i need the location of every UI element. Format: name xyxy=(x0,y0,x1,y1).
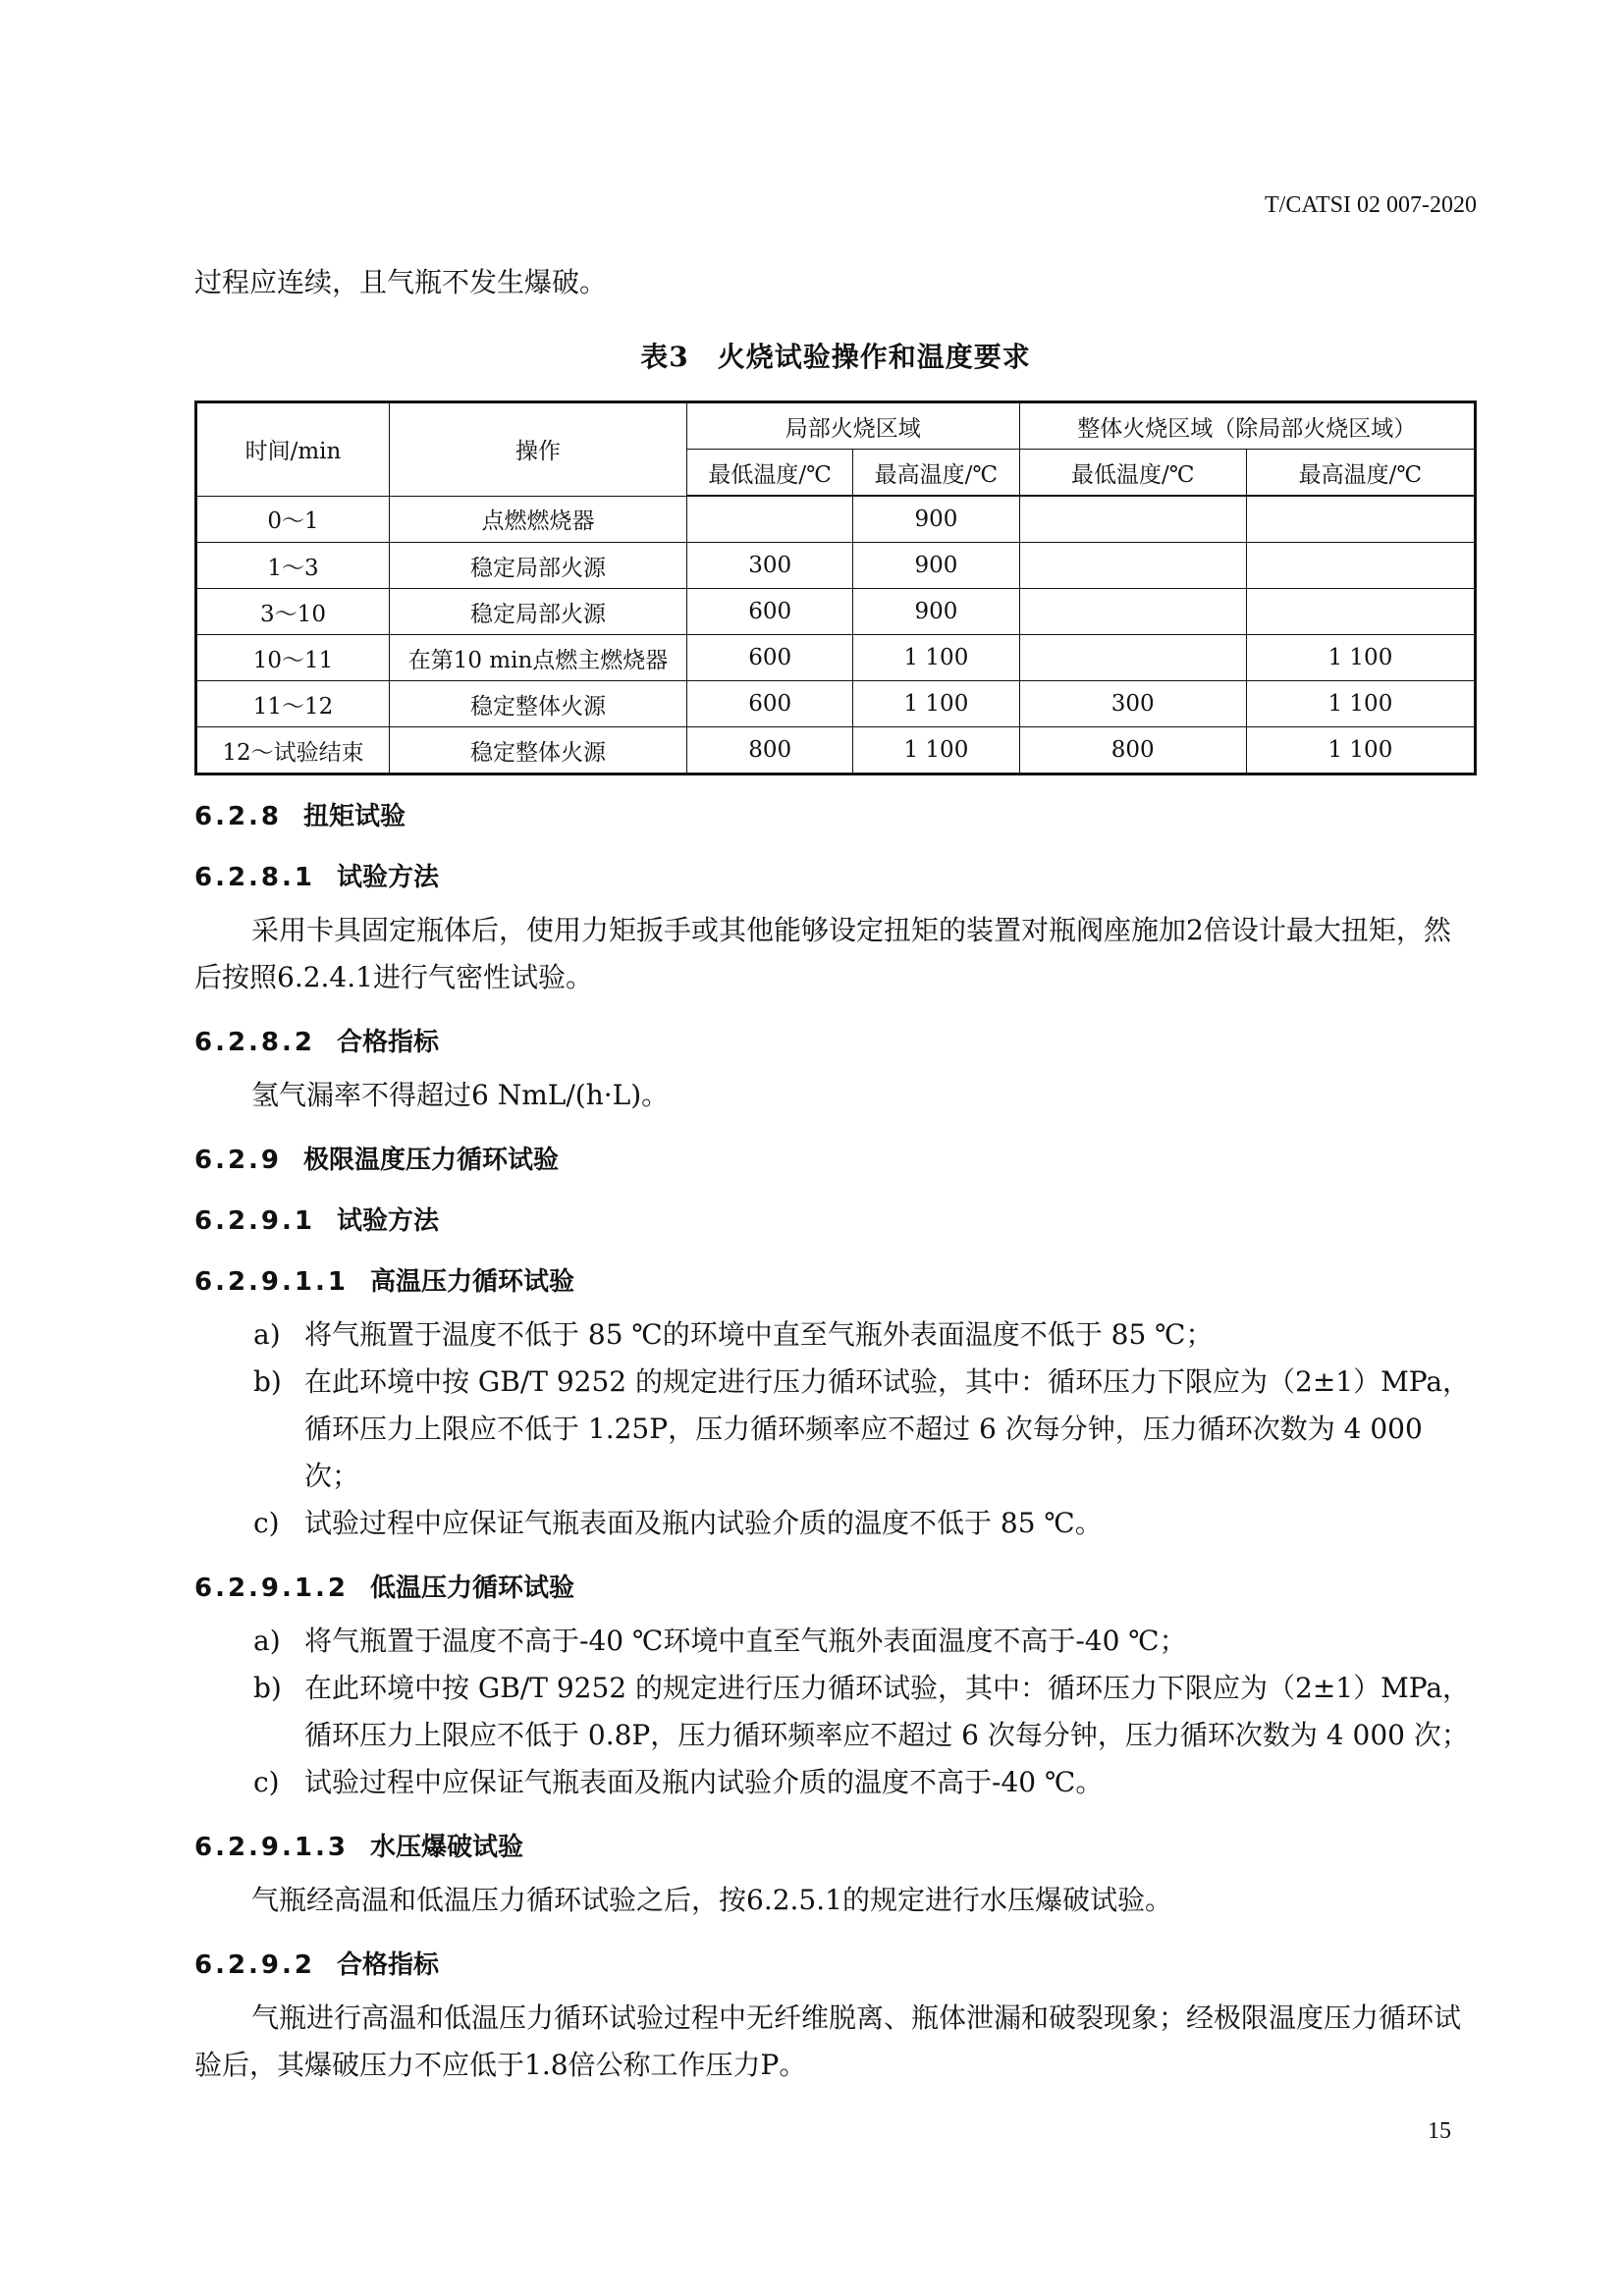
clause-number: 6.2.9.2 xyxy=(194,1950,315,1980)
table-cell: 稳定局部火源 xyxy=(390,589,687,635)
list-marker: a) xyxy=(253,1318,281,1351)
clause-heading-6-2-9-1-3 xyxy=(194,1828,1477,1867)
table-cell: 1 100 xyxy=(853,635,1019,681)
list-item xyxy=(253,1759,1477,1806)
clause-number: 6.2.8.2 xyxy=(194,1028,315,1057)
table-cell: 1 100 xyxy=(853,681,1019,727)
list-item-text: 试验过程中应保证气瓶表面及瓶内试验介质的温度不低于 85 ℃。 xyxy=(304,1507,1103,1539)
list-marker: c) xyxy=(253,1507,280,1539)
table-cell: 稳定局部火源 xyxy=(390,543,687,589)
clause-title: 水压爆破试验 xyxy=(369,1833,523,1862)
fire-test-table xyxy=(194,400,1477,775)
list-item-text: 将气瓶置于温度不低于 85 ℃的环境中直至气瓶外表面温度不低于 85 ℃； xyxy=(304,1318,1214,1351)
table-cell: 在第10 min点燃主燃烧器 xyxy=(390,635,687,681)
table-cell: 稳定整体火源 xyxy=(390,727,687,774)
table-cell: 600 xyxy=(687,681,853,727)
paragraph-6-2-9-1-3: 气瓶经高温和低温压力循环试验之后，按6.2.5.1的规定进行水压爆破试验。 xyxy=(251,1884,1172,1916)
table-cell: 600 xyxy=(687,635,853,681)
table-cell: 1 100 xyxy=(1246,681,1475,727)
page-content xyxy=(194,259,1477,2089)
list-item-text: 在此环境中按 GB/T 9252 的规定进行压力循环试验，其中：循环压力下限应为（2±1）MPa，循环压力上限应不低于 1.25P，压力循环频率应不超过 6 次每分钟，压力循环次数为 4 000 次； xyxy=(304,1365,1471,1492)
col-header-operation: 操作 xyxy=(390,402,687,497)
table-cell: 900 xyxy=(853,589,1019,635)
col-header-local-max: 最高温度/℃ xyxy=(853,450,1019,497)
table-row xyxy=(196,496,1476,543)
standard-code: T/CATSI 02 007-2020 xyxy=(1265,192,1477,218)
clause-title: 合格指标 xyxy=(337,1950,440,1980)
paragraph-6-2-8-2: 氢气漏率不得超过6 NmL/(h·L)。 xyxy=(251,1079,670,1111)
table-cell: 1 100 xyxy=(1246,635,1475,681)
table-cell: 稳定整体火源 xyxy=(390,681,687,727)
clause-number: 6.2.9.1.3 xyxy=(194,1833,349,1862)
table-cell xyxy=(1246,589,1475,635)
table-cell xyxy=(1019,635,1246,681)
page-number: 15 xyxy=(1428,2118,1451,2144)
table-row xyxy=(196,543,1476,589)
table-cell: 300 xyxy=(687,543,853,589)
clause-heading-6-2-9-1-1 xyxy=(194,1262,1477,1302)
table-row xyxy=(196,635,1476,681)
list-item-text: 将气瓶置于温度不高于-40 ℃环境中直至气瓶外表面温度不高于-40 ℃； xyxy=(304,1625,1187,1657)
list-6-2-9-1-2 xyxy=(253,1618,1477,1806)
table-cell: 900 xyxy=(853,543,1019,589)
col-header-overall-max: 最高温度/℃ xyxy=(1246,450,1475,497)
col-group-overall: 整体火烧区域（除局部火烧区域） xyxy=(1019,402,1475,450)
clause-title: 合格指标 xyxy=(337,1028,440,1057)
table-cell: 点燃燃烧器 xyxy=(390,496,687,543)
table-cell: 900 xyxy=(853,496,1019,543)
table-row xyxy=(196,681,1476,727)
col-group-local: 局部火烧区域 xyxy=(687,402,1020,450)
clause-number: 6.2.8.1 xyxy=(194,863,315,892)
list-item-text: 试验过程中应保证气瓶表面及瓶内试验介质的温度不高于-40 ℃。 xyxy=(304,1766,1104,1798)
table-cell xyxy=(1019,496,1246,543)
table-cell xyxy=(1246,496,1475,543)
table-cell xyxy=(1246,543,1475,589)
table-row xyxy=(196,727,1476,774)
paragraph-6-2-8-1: 采用卡具固定瓶体后，使用力矩扳手或其他能够设定扭矩的装置对瓶阀座施加2倍设计最大扭矩，然后按照6.2.4.1进行气密性试验。 xyxy=(194,914,1451,993)
list-6-2-9-1-1 xyxy=(253,1311,1477,1547)
clause-heading-6-2-9-1-2 xyxy=(194,1569,1477,1608)
clause-heading-6-2-8 xyxy=(194,797,1477,836)
clause-heading-6-2-8-2 xyxy=(194,1023,1477,1062)
table-cell: 300 xyxy=(1019,681,1246,727)
table-cell: 800 xyxy=(687,727,853,774)
clause-title: 试验方法 xyxy=(337,1206,440,1236)
table-cell: 11～12 xyxy=(196,681,390,727)
col-header-time: 时间/min xyxy=(196,402,390,497)
table-cell: 1 100 xyxy=(1246,727,1475,774)
clause-heading-6-2-9-2 xyxy=(194,1946,1477,1985)
table-cell xyxy=(1019,589,1246,635)
list-item-text: 在此环境中按 GB/T 9252 的规定进行压力循环试验，其中：循环压力下限应为（2±1）MPa，循环压力上限应不低于 0.8P，压力循环频率应不超过 6 次每分钟，压力循环次数为 4 000 次； xyxy=(304,1672,1471,1751)
table-cell: 3～10 xyxy=(196,589,390,635)
table-cell xyxy=(687,496,853,543)
list-marker: c) xyxy=(253,1766,280,1798)
clause-title: 试验方法 xyxy=(337,863,440,892)
list-item xyxy=(253,1359,1477,1500)
list-item xyxy=(253,1665,1477,1759)
clause-heading-6-2-8-1 xyxy=(194,858,1477,897)
col-header-overall-min: 最低温度/℃ xyxy=(1019,450,1246,497)
table-row xyxy=(196,589,1476,635)
clause-number: 6.2.9.1.1 xyxy=(194,1267,349,1297)
clause-heading-6-2-9 xyxy=(194,1141,1477,1180)
table-cell: 0～1 xyxy=(196,496,390,543)
table-cell: 800 xyxy=(1019,727,1246,774)
clause-number: 6.2.9.1 xyxy=(194,1206,315,1236)
clause-number: 6.2.9.1.2 xyxy=(194,1574,349,1603)
clause-title: 高温压力循环试验 xyxy=(369,1267,574,1297)
list-item xyxy=(253,1618,1477,1665)
table-title: 表3 火烧试验操作和温度要求 xyxy=(640,341,1031,373)
list-marker: a) xyxy=(253,1625,281,1657)
col-header-local-min: 最低温度/℃ xyxy=(687,450,853,497)
list-marker: b) xyxy=(253,1672,282,1704)
intro-text: 过程应连续，且气瓶不发生爆破。 xyxy=(194,266,608,298)
list-marker: b) xyxy=(253,1365,282,1398)
list-item xyxy=(253,1500,1477,1547)
table-cell xyxy=(1019,543,1246,589)
table-cell: 600 xyxy=(687,589,853,635)
table-cell: 1～3 xyxy=(196,543,390,589)
clause-title: 低温压力循环试验 xyxy=(369,1574,574,1603)
clause-title: 极限温度压力循环试验 xyxy=(303,1146,560,1175)
clause-heading-6-2-9-1 xyxy=(194,1201,1477,1241)
list-item xyxy=(253,1311,1477,1359)
table-cell: 10～11 xyxy=(196,635,390,681)
table-cell: 12～试验结束 xyxy=(196,727,390,774)
table-cell: 1 100 xyxy=(853,727,1019,774)
clause-number: 6.2.9 xyxy=(194,1146,283,1175)
paragraph-6-2-9-2: 气瓶进行高温和低温压力循环试验过程中无纤维脱离、瓶体泄漏和破裂现象；经极限温度压力循环试验后，其爆破压力不应低于1.8倍公称工作压力P。 xyxy=(194,2002,1462,2081)
clause-number: 6.2.8 xyxy=(194,802,283,831)
clause-title: 扭矩试验 xyxy=(303,802,406,831)
